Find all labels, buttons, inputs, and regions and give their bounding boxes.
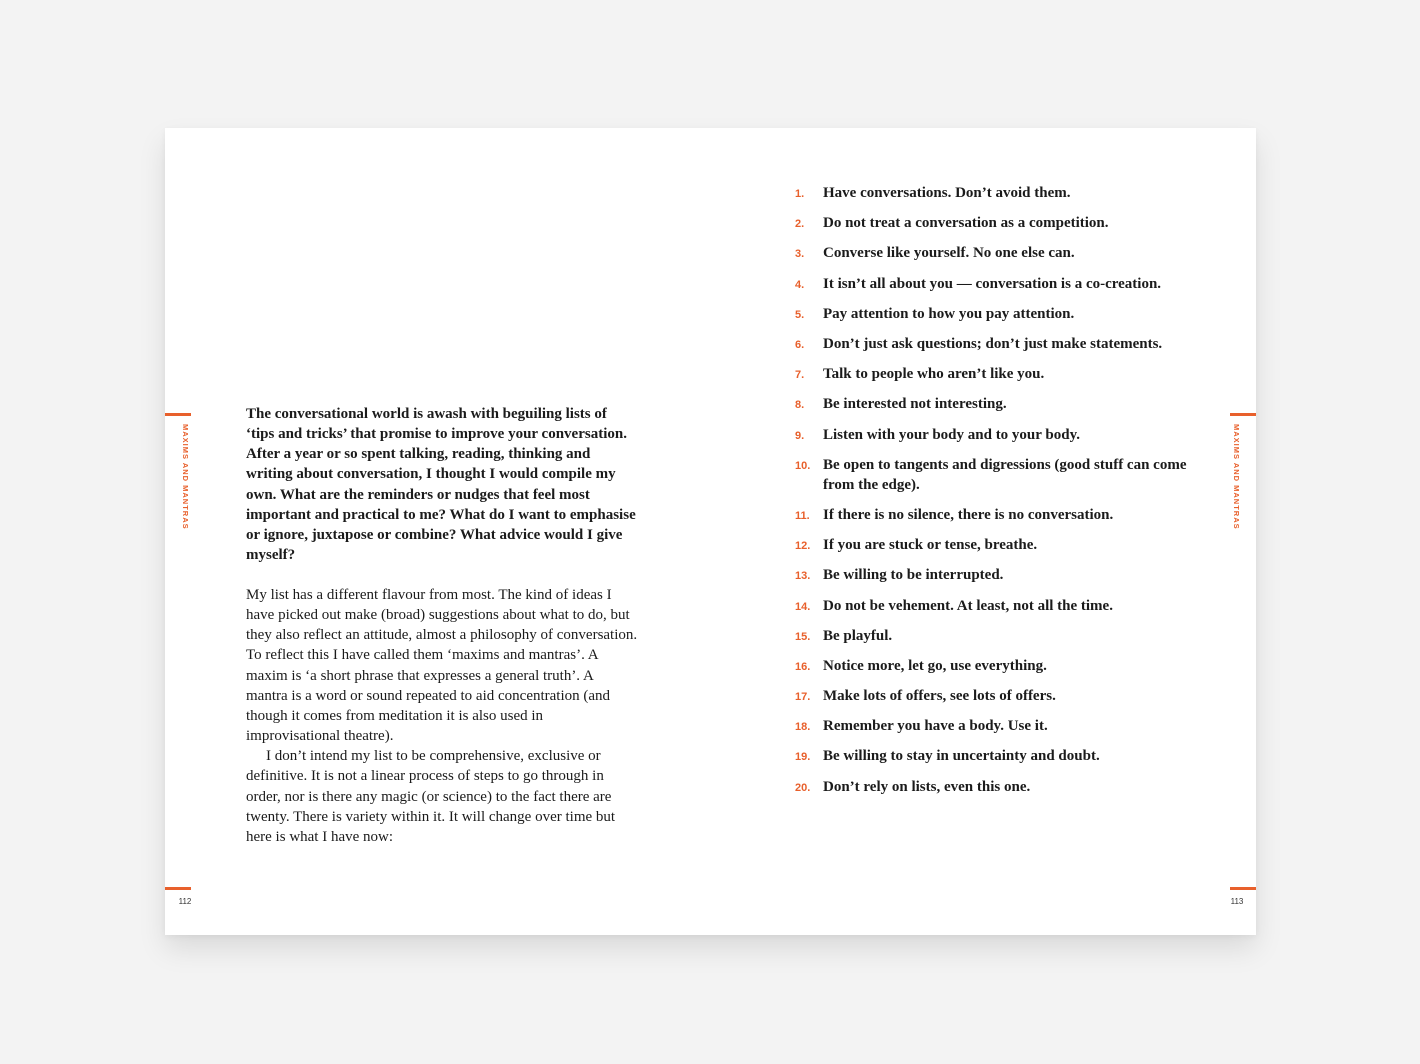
maxim-number: 7. bbox=[795, 369, 805, 382]
maxim-text: Listen with your body and to your body. bbox=[823, 426, 1081, 443]
maxim-item bbox=[795, 656, 1215, 676]
maxim-number: 14. bbox=[795, 600, 811, 613]
maxim-item bbox=[795, 626, 1215, 646]
folio-rule bbox=[165, 887, 191, 890]
maxim-number: 20. bbox=[795, 781, 811, 794]
maxims-list bbox=[795, 183, 1215, 807]
maxim-item bbox=[795, 716, 1215, 736]
maxim-item bbox=[795, 274, 1215, 294]
maxim-item bbox=[795, 364, 1215, 384]
maxim-item bbox=[795, 565, 1215, 585]
maxim-item bbox=[795, 746, 1215, 766]
maxim-number: 16. bbox=[795, 660, 811, 673]
left-page bbox=[165, 128, 710, 935]
maxim-item bbox=[795, 505, 1215, 525]
maxim-number: 10. bbox=[795, 459, 811, 472]
maxim-text: Make lots of offers, see lots of offers. bbox=[823, 688, 1056, 705]
maxim-item bbox=[795, 777, 1215, 797]
maxim-item bbox=[795, 183, 1215, 203]
maxim-item bbox=[795, 334, 1215, 354]
maxim-number: 17. bbox=[795, 691, 811, 704]
maxim-text: Be interested not interesting. bbox=[823, 396, 1007, 413]
maxim-number: 3. bbox=[795, 248, 805, 261]
maxim-number: 5. bbox=[795, 308, 805, 321]
maxim-number: 13. bbox=[795, 570, 811, 583]
maxim-number: 19. bbox=[795, 751, 811, 764]
maxim-text: Be open to tangents and digressions (good stuff can come from the edge). bbox=[823, 456, 1187, 493]
maxim-item bbox=[795, 243, 1215, 263]
book-spread bbox=[165, 128, 1256, 935]
body-paragraph: My list has a different flavour from most. The kind of ideas I have picked out make (broad) suggestions about what to do, but they also reflect an attitude, almost a philosophy of conversation. To reflect this I have called them ‘maxims and mantras’. A maxim is ‘a short phrase that expresses a general truth’. A mantra is a word or sound repeated to aid concentration (and though it comes from meditation it is also used in improvisational theatre). bbox=[246, 587, 638, 745]
maxim-text: Be playful. bbox=[823, 627, 893, 644]
folio-rule bbox=[1230, 887, 1256, 890]
body-text bbox=[246, 585, 638, 847]
maxim-text: Have conversations. Don’t avoid them. bbox=[823, 185, 1071, 201]
maxim-text: Pay attention to how you pay attention. bbox=[823, 305, 1075, 322]
body-paragraph: I don’t intend my list to be comprehensive, exclusive or definitive. It is not a linear process of steps to go through in order, nor is there any magic (or science) to the fact there are twenty. There is variety within it. It will change over time but here is what I have now: bbox=[246, 748, 616, 845]
maxim-number: 2. bbox=[795, 218, 805, 231]
running-head-rule bbox=[165, 413, 191, 416]
maxim-text: If there is no silence, there is no conversation. bbox=[823, 506, 1114, 523]
maxim-item bbox=[795, 535, 1215, 555]
running-head: MAXIMS AND MANTRAS bbox=[181, 424, 190, 530]
maxim-item bbox=[795, 213, 1215, 233]
maxim-item bbox=[795, 425, 1215, 445]
maxim-number: 9. bbox=[795, 429, 805, 442]
running-head: MAXIMS AND MANTRAS bbox=[1232, 424, 1241, 530]
maxim-text: Be willing to stay in uncertainty and doubt. bbox=[823, 748, 1100, 765]
maxim-text: Remember you have a body. Use it. bbox=[823, 718, 1048, 735]
maxim-number: 11. bbox=[795, 509, 810, 522]
maxim-text: Notice more, let go, use everything. bbox=[823, 657, 1047, 674]
page-number: 112 bbox=[178, 897, 192, 906]
page-number: 113 bbox=[1230, 897, 1244, 906]
maxim-number: 6. bbox=[795, 338, 805, 351]
maxim-text: If you are stuck or tense, breathe. bbox=[823, 537, 1038, 554]
maxim-item bbox=[795, 686, 1215, 706]
maxim-text: Do not treat a conversation as a competition. bbox=[823, 215, 1109, 232]
maxim-item bbox=[795, 304, 1215, 324]
intro-paragraph: The conversational world is awash with beguiling lists of ‘tips and tricks’ that promise to improve your conversation. After a year or so spent talking, reading, thinking and writing about conversation, I thought I would compile my own. What are the reminders or nudges that feel most important and practical to me? What do I want to emphasise or ignore, juxtapose or combine? What advice would I give myself? bbox=[246, 406, 636, 564]
maxim-text: Talk to people who aren’t like you. bbox=[823, 366, 1045, 383]
maxim-text: Be willing to be interrupted. bbox=[823, 567, 1004, 584]
maxim-text: Don’t just ask questions; don’t just make statements. bbox=[823, 335, 1163, 352]
maxim-text: It isn’t all about you — conversation is a co-creation. bbox=[823, 275, 1162, 292]
maxim-number: 1. bbox=[795, 188, 805, 200]
maxim-item bbox=[795, 596, 1215, 616]
running-head-rule bbox=[1230, 413, 1256, 416]
maxim-item bbox=[795, 394, 1215, 414]
maxim-item bbox=[795, 455, 1215, 495]
maxim-text: Converse like yourself. No one else can. bbox=[823, 245, 1075, 262]
maxim-number: 18. bbox=[795, 721, 811, 734]
maxim-number: 12. bbox=[795, 540, 811, 553]
maxim-text: Don’t rely on lists, even this one. bbox=[823, 778, 1031, 795]
maxim-number: 8. bbox=[795, 399, 805, 412]
right-page bbox=[711, 128, 1256, 935]
maxim-number: 4. bbox=[795, 278, 805, 291]
maxim-number: 15. bbox=[795, 630, 811, 643]
maxim-text: Do not be vehement. At least, not all the time. bbox=[823, 597, 1113, 614]
